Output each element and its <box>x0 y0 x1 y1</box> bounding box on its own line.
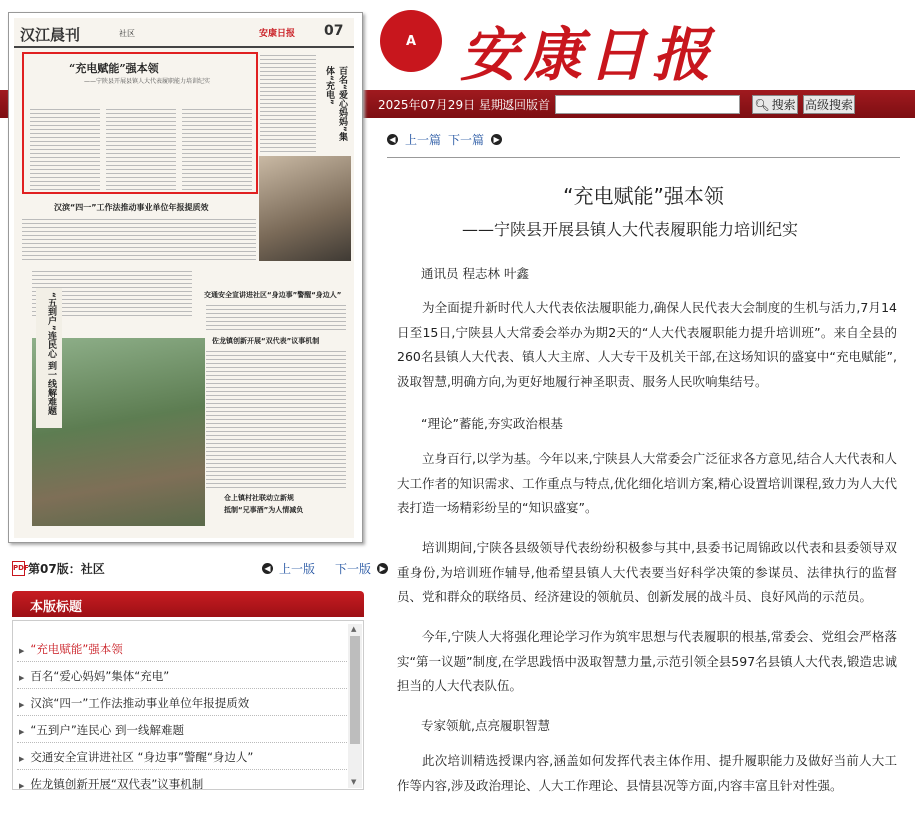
thumb-page-number: 07 <box>324 23 344 39</box>
article-paragraph: 培训期间,宁陕各县级领导代表纷纷积极参与其中,县委书记周锦政以代表和县委领导双重身份,为培训班作辅导,他希望县镇人大代表要当好科学决策的参谋员、法律执行的监督员、党和群众的联络员、经济建设的领航员、创新发展的战斗员、良好风尚的示范员。 <box>397 540 897 604</box>
thumb-title-cangshang[interactable]: 仓上镇村社联动立新规 <box>224 494 294 502</box>
article-paragraph: 今年,宁陕人大将强化理论学习作为筑牢思想与代表履职的根基,常委会、党组会严格落实“第一议题”制度,在学思践悟中汲取智慧力量,示范引领全县597名县镇人大代表,锻造忠诚担当的人大代表队伍。 <box>397 629 897 693</box>
article-subtitle: ——宁陕县开展县镇人大代表履职能力培训纪实 <box>462 220 799 239</box>
article-paragraph: 为全面提升新时代人大代表依法履职能力,确保人民代表大会制度的生机与活力,7月14日至15日,宁陕县人大常委会举办为期2天的“人大代表履职能力提升培训班”。来自全县的260名县镇人大代表、镇人大主席、人大专干及机关干部,在这场知识的盛宴中“充电赋能”,汲取智慧,明确方向,为更好地履行神圣职责、服务人民吹响集结号。 <box>397 300 897 389</box>
search-input[interactable] <box>555 95 740 114</box>
article-nav <box>387 131 502 148</box>
issue-date: 2025年07月29日 星期二 <box>378 98 515 112</box>
article-section-heading: “理论”蓄能,夯实政治根基 <box>421 416 563 431</box>
list-item-label: “充电赋能”强本领 <box>30 642 123 656</box>
version-nav <box>262 560 388 577</box>
thumb-headline: “充电赋能”强本领 <box>69 62 159 75</box>
thumb-selected-article[interactable] <box>22 52 258 194</box>
back-to-front-page-link[interactable]: 返回版首 <box>502 98 551 112</box>
scrollbar-thumb[interactable] <box>350 636 360 744</box>
thumb-band-title[interactable]: 汉滨“四一”工作法推动事业单位年报提质效 <box>54 203 209 212</box>
next-version-link[interactable]: 下一版 <box>335 562 372 576</box>
bullet-icon: ▶ <box>19 674 25 682</box>
list-item-label: 交通安全宣讲进社区 “身边事”警醒“身边人” <box>30 750 254 764</box>
thumb-text-block <box>206 302 346 332</box>
article-title: “充电赋能”强本领 <box>563 184 724 208</box>
list-item-label: 百名“爱心妈妈”集体“充电” <box>30 669 170 683</box>
list-item[interactable] <box>19 722 184 738</box>
thumb-photo <box>259 156 351 261</box>
bullet-icon: ▶ <box>19 755 25 763</box>
prev-version-link[interactable]: 上一版 <box>279 562 316 576</box>
search-button-label: 搜索 <box>771 98 796 112</box>
article-paragraph: 此次培训精选授课内容,涵盖如何发挥代表主体作用、提升履职能力及做好当前人大工作等内容,涉及政治理论、人大工作理论、县情县况等方面,内容丰富且针对性强。 <box>397 753 897 793</box>
divider <box>17 715 349 716</box>
thumb-title-traffic[interactable]: 交通安全宣讲进社区“身边事”警醒“身边人” <box>204 291 342 299</box>
current-version <box>12 560 105 577</box>
pdf-icon[interactable]: PDF <box>12 561 25 576</box>
scroll-up-icon[interactable]: ▲ <box>351 625 357 633</box>
page-thumbnail[interactable] <box>14 18 354 538</box>
list-item[interactable] <box>19 749 253 765</box>
title-list <box>12 620 364 790</box>
thumb-title-cangshang-sub: 抵制“兄事酒”为人情减负 <box>224 506 304 514</box>
divider <box>17 742 349 743</box>
thumb-text-block <box>22 216 256 262</box>
thumb-header <box>14 18 354 48</box>
advanced-search-button[interactable]: 高级搜索 <box>803 95 855 114</box>
masthead <box>375 0 915 90</box>
thumb-side-title[interactable]: 百名“爱心妈妈”集体“充电” <box>324 66 347 141</box>
search-button[interactable] <box>752 95 798 114</box>
newspaper-logo-icon: A <box>380 10 442 72</box>
thumb-text-block <box>206 348 346 488</box>
divider <box>17 769 349 770</box>
thumb-title-zuolong[interactable]: 佐龙镇创新开展“双代表”议事机制 <box>212 337 320 345</box>
right-arrow-icon: ▶ <box>377 563 388 574</box>
thumb-text-block <box>106 106 176 192</box>
title-list-header <box>12 591 364 617</box>
list-item[interactable] <box>19 695 249 711</box>
next-article-link[interactable]: 下一篇 <box>448 133 485 147</box>
thumb-text-block <box>30 106 100 192</box>
list-item[interactable] <box>19 668 169 684</box>
magnifier-icon: 🔍︎ <box>754 97 770 112</box>
list-item[interactable] <box>19 776 203 790</box>
list-item-label: “五到户”连民心 到一线解难题 <box>30 723 184 737</box>
divider <box>17 688 349 689</box>
divider <box>17 661 349 662</box>
version-label: 第07版：社区 <box>28 562 105 576</box>
thumb-paper-name: 汉江晨刊 <box>20 26 81 44</box>
article-byline: 通讯员 程志林 叶鑫 <box>421 266 529 281</box>
bullet-icon: ▶ <box>19 647 25 655</box>
thumb-text-block <box>260 52 316 152</box>
left-arrow-icon: ◀ <box>262 563 273 574</box>
scroll-down-icon[interactable]: ▼ <box>351 778 357 786</box>
article-section-heading: 专家领航,点亮履职智慧 <box>421 718 550 733</box>
bullet-icon: ▶ <box>19 782 25 790</box>
list-item[interactable] <box>19 641 123 657</box>
thumb-subhead: ——宁陕县开展县镇人大代表履职能力培训纪实 <box>84 78 211 85</box>
newspaper-logo-text: 安康日报 <box>460 21 717 89</box>
bullet-icon: ▶ <box>19 701 25 709</box>
left-arrow-icon: ◀ <box>387 134 398 145</box>
divider <box>387 157 900 158</box>
title-list-heading: 本版标题 <box>30 600 83 615</box>
list-item-label: 汉滨“四一”工作法推动事业单位年报提质效 <box>30 696 250 710</box>
thumb-section: 社区 <box>119 29 135 38</box>
right-arrow-icon: ▶ <box>491 134 502 145</box>
bullet-icon: ▶ <box>19 728 25 736</box>
list-item-label: 佐龙镇创新开展“双代表”议事机制 <box>30 777 204 790</box>
prev-article-link[interactable]: 上一篇 <box>405 133 442 147</box>
thumb-vertical-title[interactable]: “五到户”连民心 到一线解难题 <box>36 288 62 428</box>
article-paragraph: 立身百行,以学为基。今年以来,宁陕县人大常委会广泛征求各方意见,结合人大代表和人大工作者的知识需求、工作重点与特点,优化细化培训方案,精心设置培训课程,致力为人大代表打造一场精彩纷呈的“知识盛宴”。 <box>397 451 897 515</box>
thumb-brand: 安康日报 <box>259 29 296 39</box>
thumb-text-block <box>182 106 252 192</box>
